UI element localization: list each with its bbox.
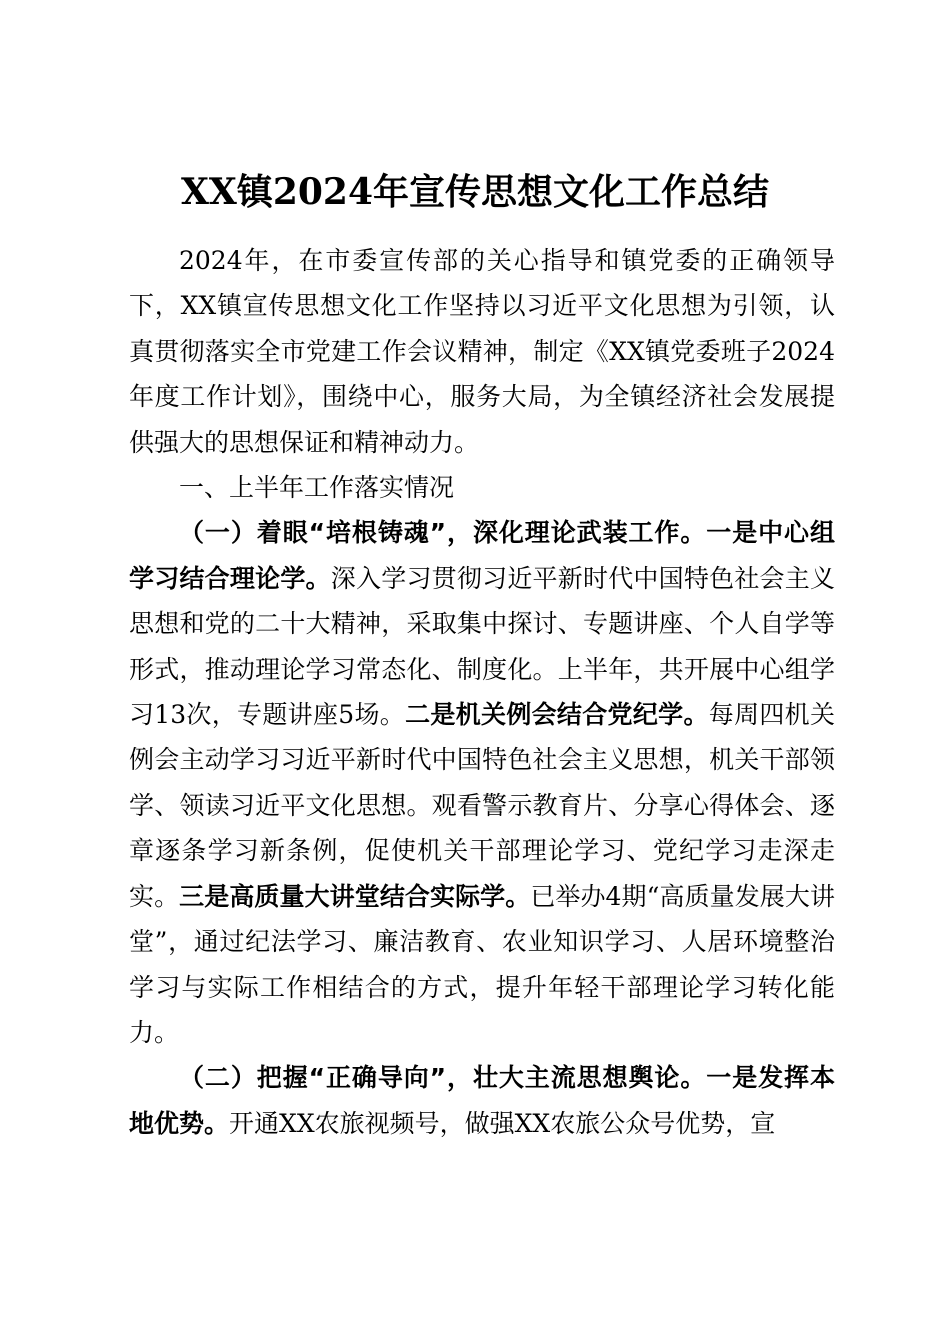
document-body xyxy=(129,238,835,1146)
point-3-text: 已举办4期“高质量发展大讲堂”，通过纪法学习、廉洁教育、农业知识学习、人居环境整治学习与实际工作相结合的方式，提升年轻干部理论学习转化能力。 xyxy=(129,881,835,1047)
subsection-1-paragraph xyxy=(129,510,835,1055)
subsection-1-heading: （一）着眼“培根铸魂”，深化理论武装工作。 xyxy=(179,518,707,548)
document-title: XX镇2024年宣传思想文化工作总结 xyxy=(180,171,770,213)
point-2-text: 每周四机关例会主动学习习近平新时代中国特色社会主义思想，机关干部领学、领读习近平文化思想。观看警示教育片、分享心得体会、逐章逐条学习新条例，促使机关干部理论学习、党纪学习走深走实。 xyxy=(129,700,835,911)
subsection-2-heading: （二）把握“正确导向”，壮大主流思想舆论。 xyxy=(179,1063,707,1093)
point-3-title: 三是高质量大讲堂结合实际学。 xyxy=(179,881,531,911)
intro-paragraph: 2024年，在市委宣传部的关心指导和镇党委的正确领导下，XX镇宣传思想文化工作坚持以习近平文化思想为引领，认真贯彻落实全市党建工作会议精神，制定《XX镇党委班子2024年度工作计划》，围绕中心，服务大局，为全镇经济社会发展提供强大的思想保证和精神动力。 xyxy=(129,246,835,457)
point-2-title: 二是机关例会结合党纪学。 xyxy=(405,700,709,730)
sub2-point-1-text: 开通XX农旅视频号，做强XX农旅公众号优势，宣 xyxy=(229,1108,776,1138)
sub2-point-1-title: 一是发挥本地优势。 xyxy=(129,1063,835,1138)
point-1-text: 深入学习贯彻习近平新时代中国特色社会主义思想和党的二十大精神，采取集中探讨、专题讲座、个人自学等形式，推动理论学习常态化、制度化。上半年，共开展中心组学习13次，专题讲座5场。 xyxy=(129,563,835,730)
point-1-title: 一是中心组学习结合理论学。 xyxy=(129,518,835,593)
section-heading: 一、上半年工作落实情况 xyxy=(179,473,455,503)
subsection-2-paragraph xyxy=(129,1055,835,1146)
